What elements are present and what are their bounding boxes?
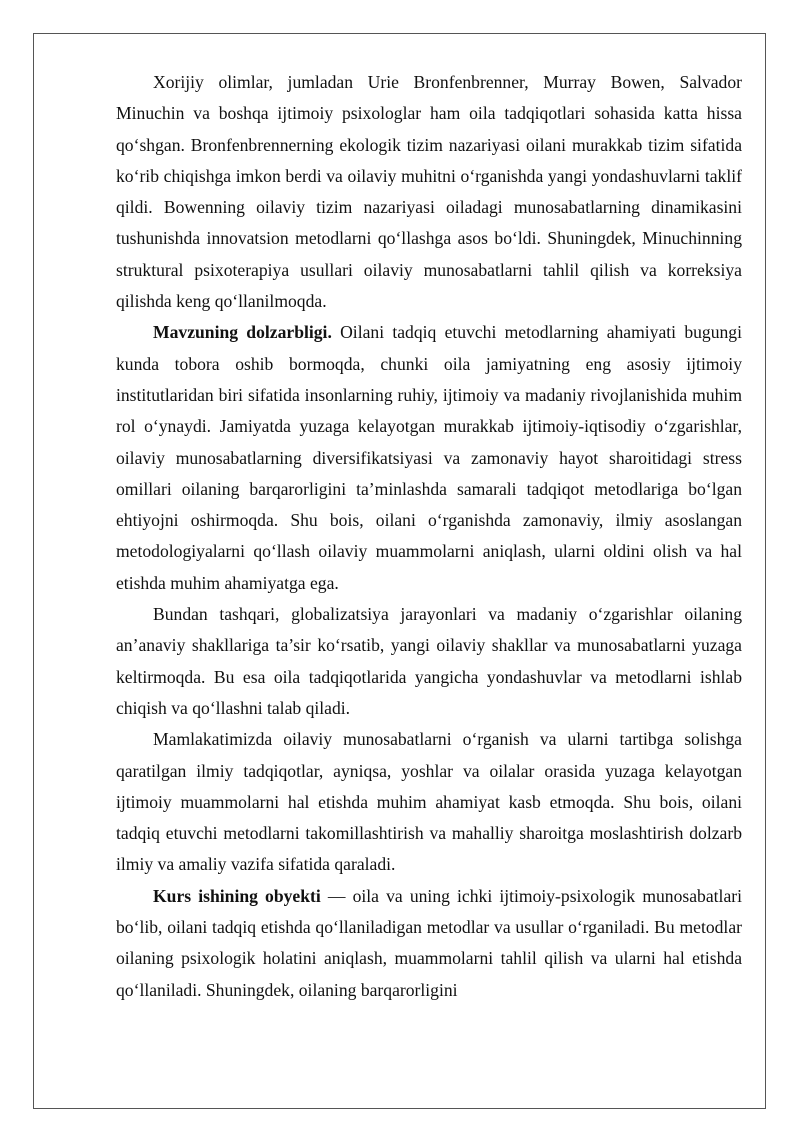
paragraph-text: Oilani tadqiq etuvchi metodlarning ahamiyati bugungi kunda tobora oshib bormoqda, chunki oila jamiyatning eng asosiy ijtimoiy institutlaridan biri sifatida insonlarning ruhiy, ijtimoiy va madaniy rivojlanishida muhim rol o‘ynaydi. Jamiyatda yuzaga kelayotgan murakkab ijtimoiy-iqtisodiy o‘zgarishlar, oilaviy munosabatlarning diversifikatsiyasi va zamonaviy hayot sharoitidagi stress omillari oilaning barqarorligini ta’minlashda samarali tadqiqot metodlariga bo‘lgan ehtiyojni oshirmoqda. Shu bois, oilani o‘rganishda zamonaviy, ilmiy asoslangan metodologiyalarni qo‘llash oilaviy muammolarni aniqlash, ularni oldini olish va hal etishda muhim ahamiyatga ega.	[116, 322, 742, 593]
paragraph-text: Xorijiy olimlar, jumladan Urie Bronfenbrenner, Murray Bowen, Salvador Minuchin va boshqa ijtimoiy psixologlar ham oila tadqiqotlari sohasida katta hissa qo‘shgan. Bronfenbrennerning ekologik tizim nazariyasi oilani murakkab tizim sifatida ko‘rib chiqishga imkon berdi va oilaviy muhitni o‘rganishda yangi yondashuvlarni taklif qildi. Bowenning oilaviy tizim nazariyasi oiladagi munosabatlarning dinamikasini tushunishda innovatsion metodlarni qo‘llashga asos bo‘ldi. Shuningdek, Minuchinning struktural psixoterapiya usullari oilaviy munosabatlarni tahlil qilish va korreksiya qilishda keng qo‘llanilmoqda.	[116, 72, 742, 312]
paragraph	[116, 881, 742, 1006]
paragraph-lead: Mavzuning dolzarbligi.	[153, 322, 332, 343]
document-body	[116, 67, 742, 1006]
paragraph-text: — oila va uning ichki ijtimoiy-psixologik munosabatlari bo‘lib, oilani tadqiq etishda qo‘llaniladigan metodlar va usullar o‘rganiladi. Bu metodlar oilaning psixologik holatini aniqlash, muammolarni tahlil qilish va ularni hal etishda qo‘llaniladi. Shuningdek, oilaning barqarorligini	[116, 885, 742, 1000]
paragraph-text: Bundan tashqari, globalizatsiya jarayonlari va madaniy o‘zgarishlar oilaning an’anaviy shakllariga ta’sir ko‘rsatib, yangi oilaviy shakllar va munosabatlarni yuzaga keltirmoqda. Bu esa oila tadqiqotlarida yangicha yondashuvlar va metodlarni ishlab chiqish va qo‘llashni talab qiladi.	[116, 604, 742, 718]
paragraph-text: Mamlakatimizda oilaviy munosabatlarni o‘rganish va ularni tartibga solishga qaratilgan ilmiy tadqiqotlar, ayniqsa, yoshlar va oilalar orasida yuzaga kelayotgan ijtimoiy muammolarni hal etishda muhim ahamiyat kasb etmoqda. Shu bois, oilani tadqiq etuvchi metodlarni takomillashtirish va mahalliy sharoitga moslashtirish dolzarb ilmiy va amaliy vazifa sifatida qaraladi.	[116, 729, 742, 875]
paragraph	[116, 599, 742, 724]
paragraph	[116, 724, 742, 880]
paragraph	[116, 317, 742, 599]
paragraph-lead: Kurs ishining obyekti	[153, 885, 321, 906]
paragraph	[116, 67, 742, 317]
